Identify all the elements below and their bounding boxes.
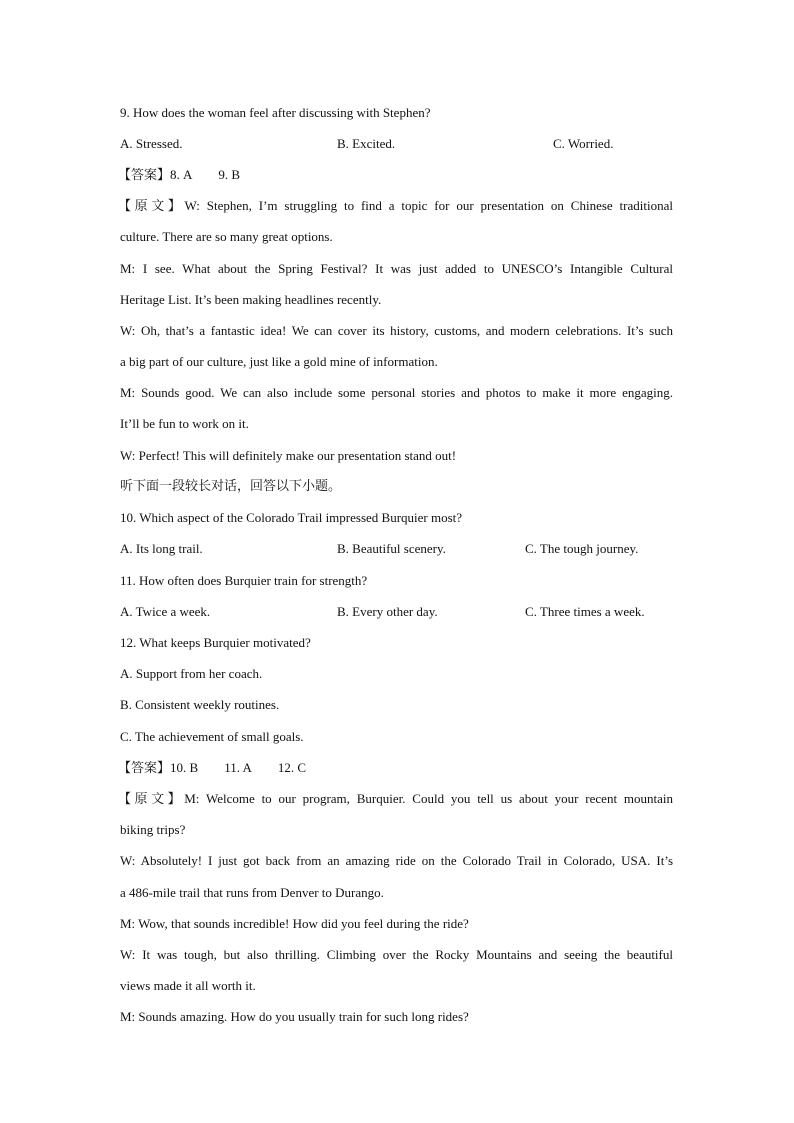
transcript-1-line-8: It’ll be fun to work on it. xyxy=(120,416,249,431)
transcript-text: M: Welcome to our program, Burquier. Could you tell us about your recent mountain xyxy=(184,791,673,806)
transcript-1-line-5: W: Oh, that’s a fantastic idea! We can cover its history, customs, and modern celebrations. It’s such xyxy=(120,323,673,338)
option-b: B. Excited. xyxy=(337,136,396,151)
transcript-2-line-3: W: Absolutely! I just got back from an amazing ride on the Colorado Trail in Colorado, USA. It’s xyxy=(120,853,673,868)
transcript-2-line-6: W: It was tough, but also thrilling. Climbing over the Rocky Mountains and seeing the beautiful xyxy=(120,947,673,962)
question-9-options xyxy=(0,135,794,153)
answer-label: 【答案】 xyxy=(118,761,171,776)
answer-item: 12. C xyxy=(277,760,307,775)
transcript-1-line-2: culture. There are so many great options. xyxy=(120,229,333,244)
section-instruction: 听下面一段较长对话，回答以下小题。 xyxy=(120,479,342,494)
transcript-1-line-1 xyxy=(118,197,673,216)
question-11: 11. How often does Burquier train for strength? xyxy=(120,573,368,588)
transcript-1-line-4: Heritage List. It’s been making headlines recently. xyxy=(120,292,382,307)
option-a: A. Its long trail. xyxy=(120,541,203,556)
transcript-2-line-7: views made it all worth it. xyxy=(120,978,256,993)
question-10-options xyxy=(0,540,794,558)
answer-block-1 xyxy=(118,166,240,185)
transcript-2-line-1 xyxy=(118,790,673,809)
option-c: C. Worried. xyxy=(553,136,614,151)
transcript-2-line-2: biking trips? xyxy=(120,822,186,837)
transcript-1-line-3: M: I see. What about the Spring Festival? It was just added to UNESCO’s Intangible Cultural xyxy=(120,261,673,276)
transcript-label: 【原文】 xyxy=(118,792,185,807)
transcript-text: W: Stephen, I’m struggling to find a topic for our presentation on Chinese traditional xyxy=(184,198,673,213)
question-12: 12. What keeps Burquier motivated? xyxy=(120,635,311,650)
transcript-2-line-8: M: Sounds amazing. How do you usually train for such long rides? xyxy=(120,1009,469,1024)
option-c: C. Three times a week. xyxy=(525,604,645,619)
transcript-2-line-4: a 486-mile trail that runs from Denver to Durango. xyxy=(120,885,384,900)
option-b: B. Beautiful scenery. xyxy=(337,541,446,556)
answer-label: 【答案】 xyxy=(118,168,171,183)
option-a: A. Stressed. xyxy=(120,136,183,151)
question-12-option-b: B. Consistent weekly routines. xyxy=(120,697,280,712)
question-11-options xyxy=(0,603,794,621)
answer-item: 10. B xyxy=(170,760,199,775)
answer-item: 9. B xyxy=(218,167,241,182)
transcript-1-line-9: W: Perfect! This will definitely make our presentation stand out! xyxy=(120,448,457,463)
question-12-option-c: C. The achievement of small goals. xyxy=(120,729,304,744)
transcript-2-line-5: M: Wow, that sounds incredible! How did you feel during the ride? xyxy=(120,916,469,931)
transcript-1-line-7: M: Sounds good. We can also include some personal stories and photos to make it more engaging. xyxy=(120,385,673,400)
answer-item: 8. A xyxy=(170,167,193,182)
answer-block-2 xyxy=(118,759,306,778)
option-b: B. Every other day. xyxy=(337,604,438,619)
question-9: 9. How does the woman feel after discussing with Stephen? xyxy=(120,105,431,120)
question-10: 10. Which aspect of the Colorado Trail impressed Burquier most? xyxy=(120,510,463,525)
answer-item: 11. A xyxy=(224,760,252,775)
option-c: C. The tough journey. xyxy=(525,541,639,556)
question-12-option-a: A. Support from her coach. xyxy=(120,666,263,681)
option-a: A. Twice a week. xyxy=(120,604,211,619)
transcript-label: 【原文】 xyxy=(118,199,185,214)
transcript-1-line-6: a big part of our culture, just like a gold mine of information. xyxy=(120,354,438,369)
